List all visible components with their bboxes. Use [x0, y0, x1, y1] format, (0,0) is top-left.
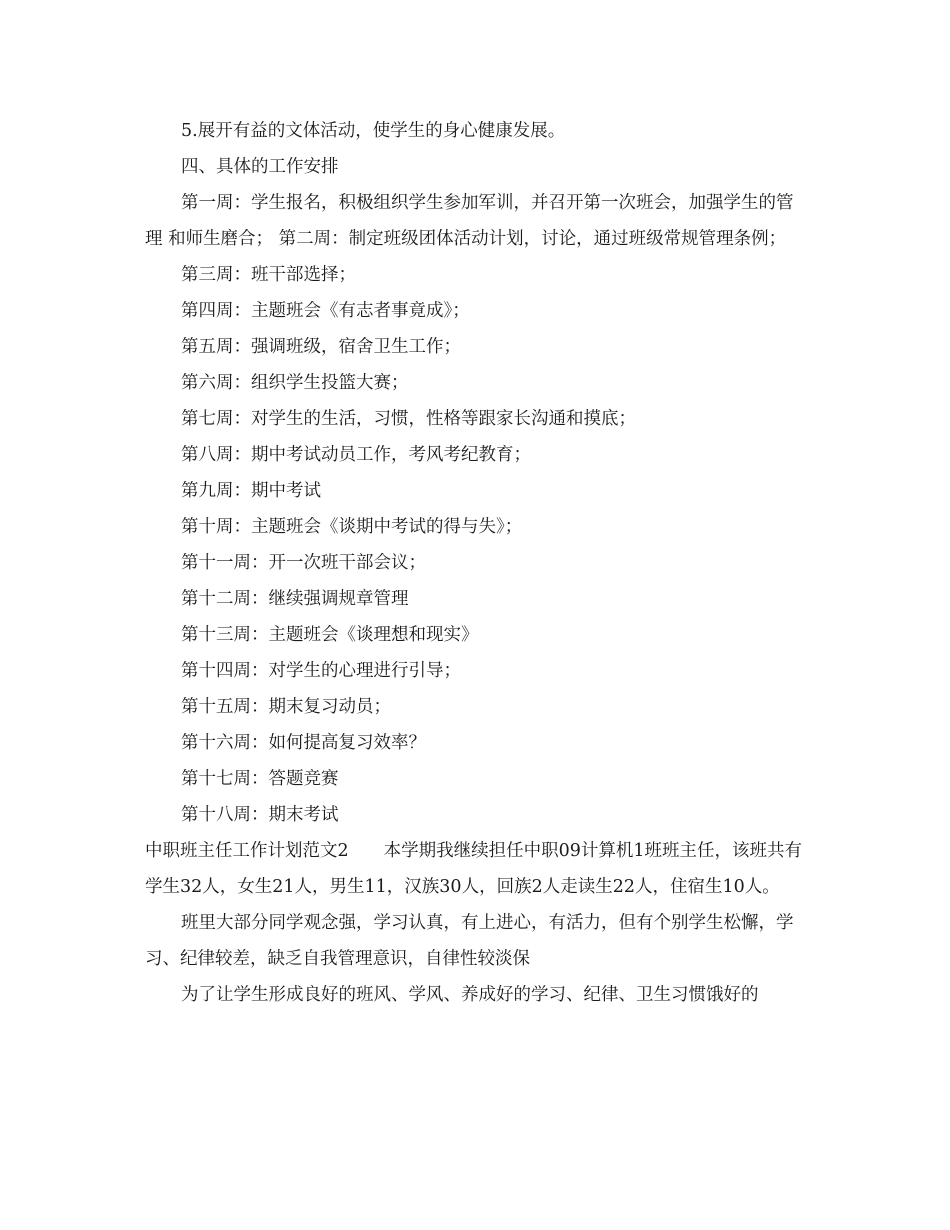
paragraph-week-17: 第十七周：答题竞赛 — [181, 769, 339, 789]
paragraph-week-4: 第四周：主题班会《有志者事竟成》； — [181, 301, 470, 321]
paragraph-week-3: 第三周：班干部选择； — [181, 265, 356, 285]
paragraph-week-16: 第十六周：如何提高复习效率？ — [181, 733, 426, 753]
paragraph-goals: 为了让学生形成良好的班风、学风、养成好的学习、纪律、卫生习惯饿好的 — [181, 985, 759, 1005]
paragraph-week-13: 第十三周：主题班会《谈理想和现实》 — [181, 625, 479, 645]
paragraph-activities: 5.展开有益的文体活动，使学生的身心健康发展。 — [181, 121, 566, 141]
paragraph-week-5: 第五周：强调班级，宿舍卫生工作； — [181, 337, 461, 357]
paragraph-week-7: 第七周：对学生的生活，习惯，性格等跟家长沟通和摸底； — [181, 409, 636, 429]
paragraph-week-8: 第八周：期中考试动员工作，考风考纪教育； — [181, 445, 531, 465]
paragraph-class-situation: 班里大部分同学观念强，学习认真，有上进心，有活力，但有个别学生松懈，学习、纪律较差，缺乏自我管理意识，自律性较淡保 — [145, 913, 794, 969]
document-body — [145, 113, 810, 1013]
paragraph-week-18: 第十八周：期末考试 — [181, 805, 339, 825]
section-heading-schedule: 四、具体的工作安排 — [181, 157, 339, 177]
paragraph-week-9: 第九周：期中考试 — [181, 481, 321, 501]
paragraph-week-1-2: 第一周：学生报名，积极组织学生参加军训，并召开第一次班会，加强学生的管理 和师生磨合； 第二周：制定班级团体活动计划，讨论，通过班级常规管理条例； — [145, 193, 794, 249]
paragraph-week-14: 第十四周：对学生的心理进行引导； — [181, 661, 461, 681]
paragraph-week-11: 第十一周：开一次班干部会议； — [181, 553, 426, 573]
paragraph-week-10: 第十周：主题班会《谈期中考试的得与失》； — [181, 517, 523, 537]
paragraph-week-6: 第六周：组织学生投篮大赛； — [181, 373, 409, 393]
paragraph-week-12: 第十二周：继续强调规章管理 — [181, 589, 409, 609]
paragraph-week-15: 第十五周：期末复习动员； — [181, 697, 391, 717]
paragraph-plan-2-intro: 中职班主任工作计划范文2 本学期我继续担任中职09计算机1班班主任，该班共有学生32人，女生21人，男生11，汉族30人，回族2人走读生22人，住宿生10人。 — [145, 841, 803, 897]
